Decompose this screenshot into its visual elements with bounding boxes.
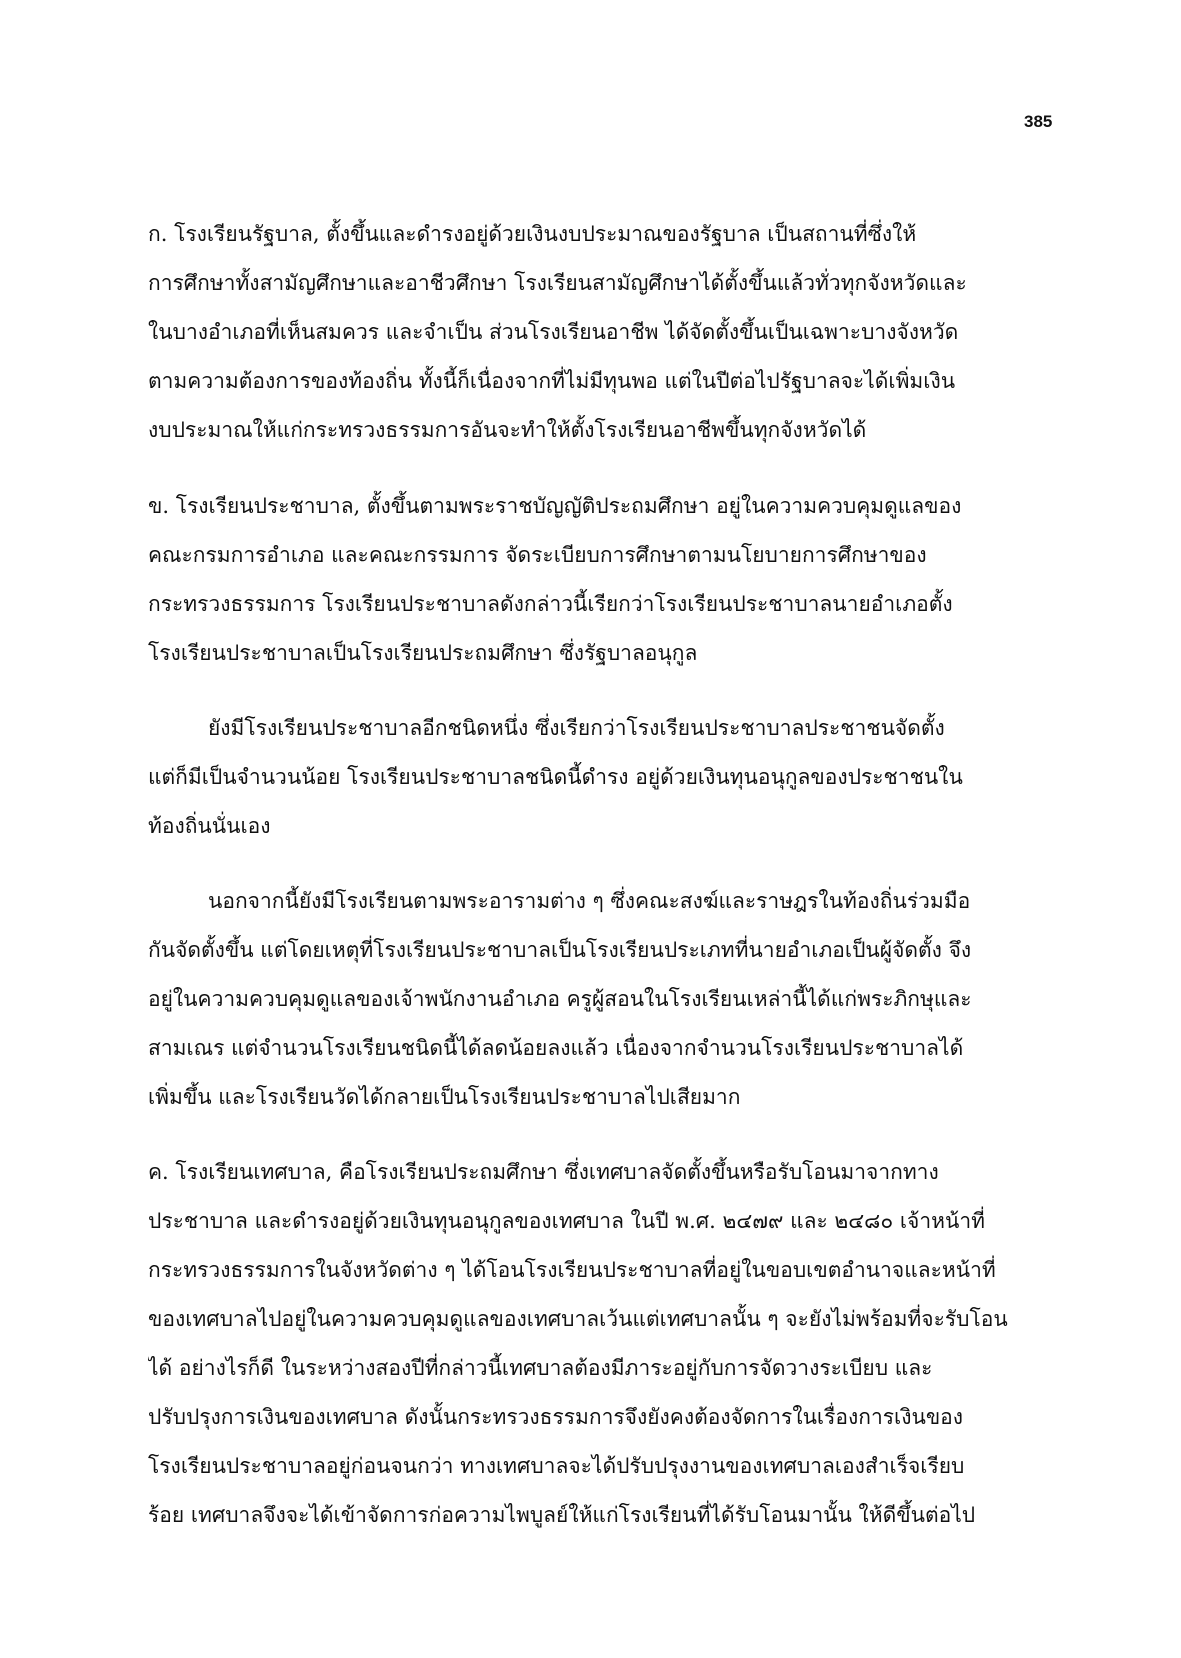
- text-line: ข. โรงเรียนประชาบาล, ตั้งขึ้นตามพระราชบัญญัติประถมศึกษา อยู่ในความควบคุมดูแลของ: [148, 494, 962, 518]
- text-line: แต่ก็มีเป็นจำนวนน้อย โรงเรียนประชาบาลชนิดนี้ดำรง อยู่ด้วยเงินทุนอนุกูลของประชาชนใน: [148, 765, 963, 789]
- text-line: ได้ อย่างไรก็ดี ในระหว่างสองปีที่กล่าวนี้เทศบาลต้องมีภาระอยู่กับการจัดวางระเบียบ และ: [148, 1356, 933, 1380]
- text-line: ร้อย เทศบาลจึงจะได้เข้าจัดการก่อความไพบูลย์ให้แก่โรงเรียนที่ได้รับโอนมานั้น ให้ดีขึ้นต่อไป: [148, 1503, 976, 1527]
- text-line: ท้องถิ่นนั่นเอง: [148, 814, 271, 838]
- text-line: ประชาบาล และดำรงอยู่ด้วยเงินทุนอนุกูลของเทศบาล ในปี พ.ศ. ๒๔๗๙ และ ๒๔๘๐ เจ้าหน้าที่: [148, 1209, 985, 1233]
- text-line: เพิ่มขึ้น และโรงเรียนวัดได้กลายเป็นโรงเรียนประชาบาลไปเสียมาก: [148, 1085, 741, 1109]
- text-line: งบประมาณให้แก่กระทรวงธรรมการอันจะทำให้ตั้งโรงเรียนอาชีพขึ้นทุกจังหวัดได้: [148, 418, 867, 442]
- text-line: ในบางอำเภอที่เห็นสมควร และจำเป็น ส่วนโรงเรียนอาชีพ ได้จัดตั้งขึ้นเป็นเฉพาะบางจังหวัด: [148, 320, 959, 344]
- page-number: 385: [1024, 112, 1053, 131]
- text-line: โรงเรียนประชาบาลเป็นโรงเรียนประถมศึกษา ซึ่งรัฐบาลอนุกูล: [148, 641, 698, 665]
- text-line: ยังมีโรงเรียนประชาบาลอีกชนิดหนึ่ง ซึ่งเรียกว่าโรงเรียนประชาบาลประชาชนจัดตั้ง: [208, 716, 945, 740]
- text-line: โรงเรียนประชาบาลอยู่ก่อนจนกว่า ทางเทศบาลจะได้ปรับปรุงงานของเทศบาลเองสำเร็จเรียบ: [148, 1454, 965, 1478]
- text-line: ปรับปรุงการเงินของเทศบาล ดังนั้นกระทรวงธรรมการจึงยังคงต้องจัดการในเรื่องการเงินของ: [148, 1405, 964, 1429]
- text-line: กระทรวงธรรมการ โรงเรียนประชาบาลดังกล่าวนี้เรียกว่าโรงเรียนประชาบาลนายอำเภอตั้ง: [148, 592, 953, 616]
- text-line: สามเณร แต่จำนวนโรงเรียนชนิดนี้ได้ลดน้อยลงแล้ว เนื่องจากจำนวนโรงเรียนประชาบาลได้: [148, 1036, 964, 1060]
- text-line: อยู่ในความควบคุมดูแลของเจ้าพนักงานอำเภอ ครูผู้สอนในโรงเรียนเหล่านี้ได้แก่พระภิกษุและ: [148, 987, 972, 1011]
- text-line: ก. โรงเรียนรัฐบาล, ตั้งขึ้นและดำรงอยู่ด้วยเงินงบประมาณของรัฐบาล เป็นสถานที่ซึ่งให้: [148, 222, 917, 246]
- text-line: คณะกรมการอำเภอ และคณะกรรมการ จัดระเบียบการศึกษาตามนโยบายการศึกษาของ: [148, 543, 927, 567]
- text-line: การศึกษาทั้งสามัญศึกษาและอาชีวศึกษา โรงเรียนสามัญศึกษาได้ตั้งขึ้นแล้วทั่วทุกจังหวัดและ: [148, 271, 967, 295]
- paragraph-government-schools: [148, 210, 1008, 455]
- paragraph-community-schools: [148, 704, 1008, 851]
- text-line: นอกจากนี้ยังมีโรงเรียนตามพระอารามต่าง ๆ ซึ่งคณะสงฆ์และราษฎรในท้องถิ่นร่วมมือ: [208, 889, 971, 913]
- text-line: กระทรวงธรรมการในจังหวัดต่าง ๆ ได้โอนโรงเรียนประชาบาลที่อยู่ในขอบเขตอำนาจและหน้าที่: [148, 1258, 996, 1282]
- text-line: กันจัดตั้งขึ้น แต่โดยเหตุที่โรงเรียนประชาบาลเป็นโรงเรียนประเภทที่นายอำเภอเป็นผู้จัดตั้ง จึง: [148, 938, 972, 962]
- paragraph-public-schools: [148, 482, 1008, 678]
- text-line: ตามความต้องการของท้องถิ่น ทั้งนี้ก็เนื่องจากที่ไม่มีทุนพอ แต่ในปีต่อไปรัฐบาลจะได้เพิ่มเงิน: [148, 369, 956, 393]
- text-line: ของเทศบาลไปอยู่ในความควบคุมดูแลของเทศบาลเว้นแต่เทศบาลนั้น ๆ จะยังไม่พร้อมที่จะรับโอน: [148, 1307, 1008, 1331]
- paragraph-municipal-schools: [148, 1148, 1008, 1540]
- text-line: ค. โรงเรียนเทศบาล, คือโรงเรียนประถมศึกษา ซึ่งเทศบาลจัดตั้งขึ้นหรือรับโอนมาจากทาง: [148, 1160, 939, 1184]
- paragraph-temple-schools: [148, 877, 1008, 1122]
